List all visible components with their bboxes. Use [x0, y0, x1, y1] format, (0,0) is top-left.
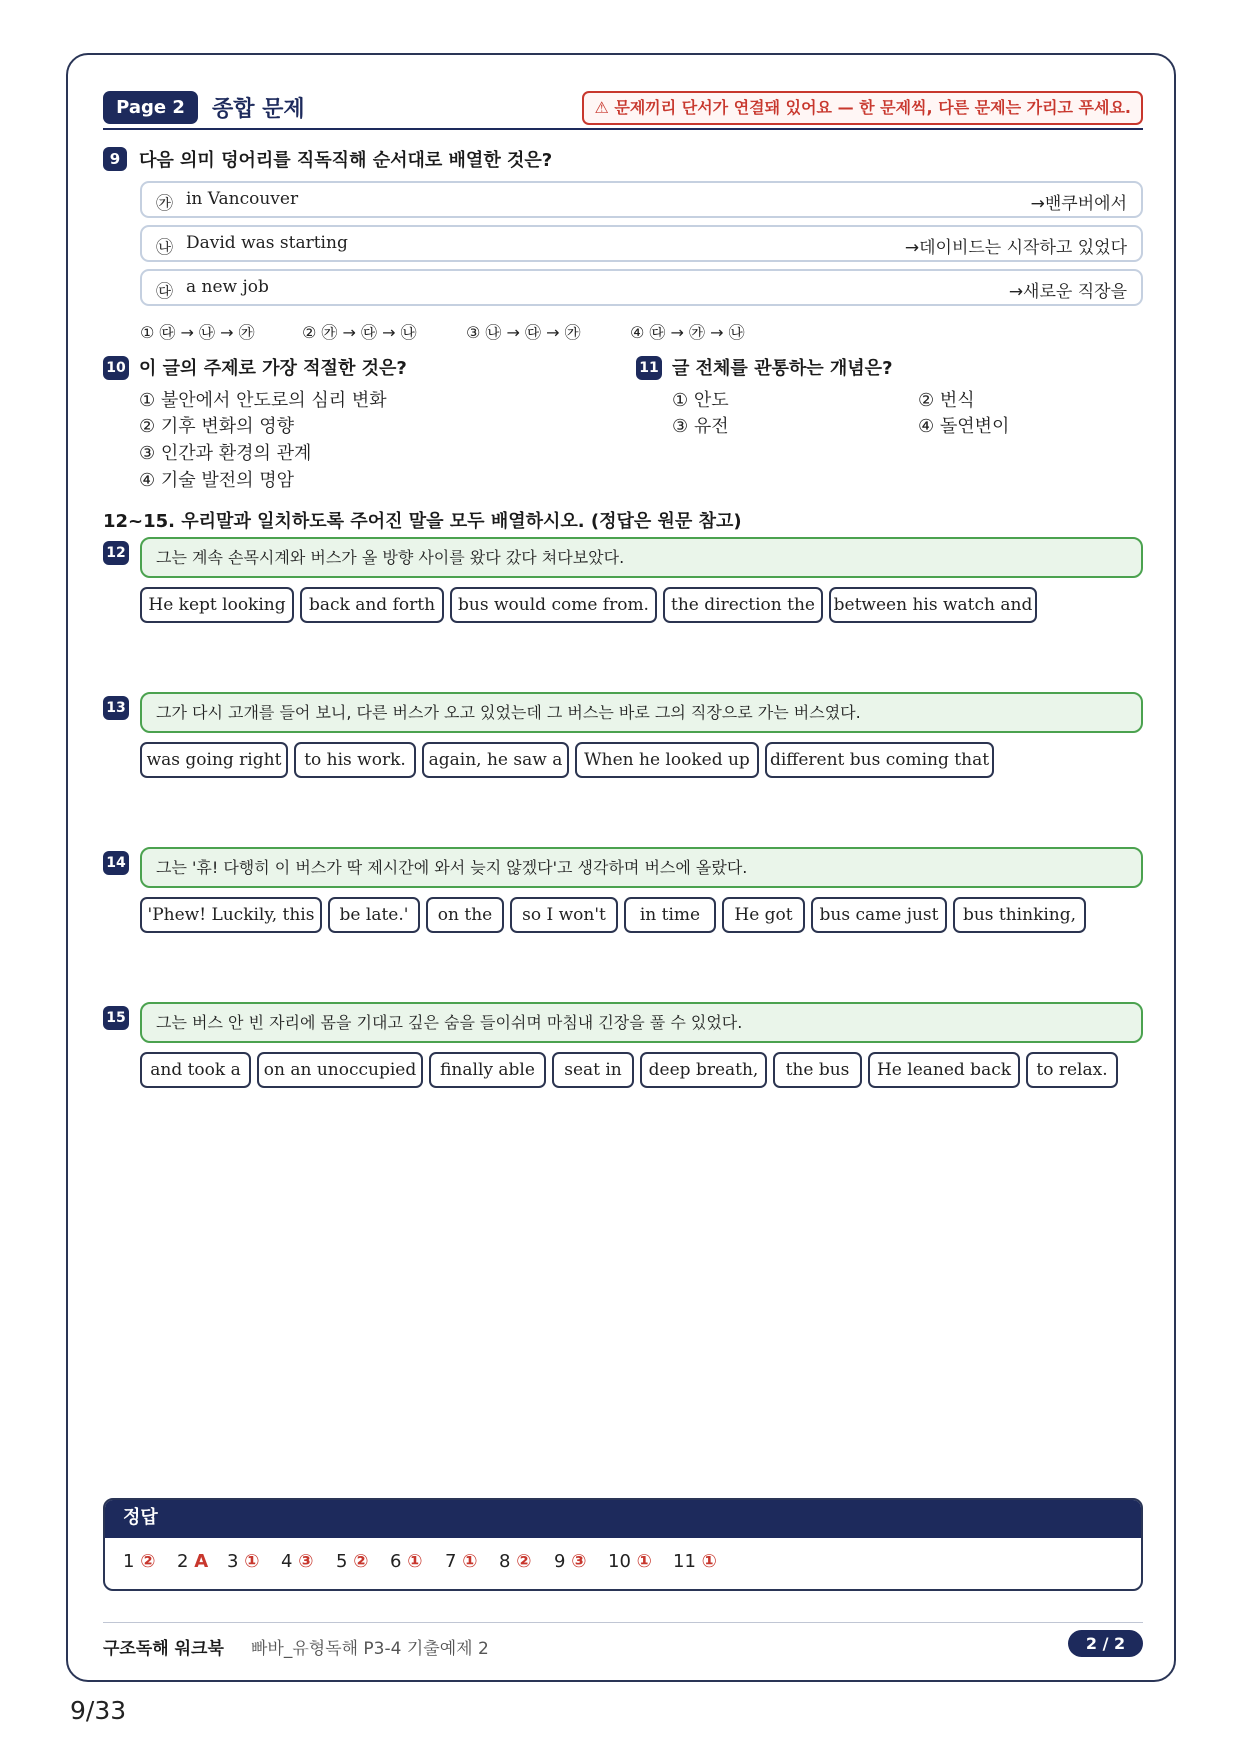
q11-option-3[interactable]: ③ 유전 — [672, 416, 729, 437]
q9-option-2[interactable]: ② ㉮ → ㉰ → ㉯ — [302, 323, 417, 342]
question-number-10: 10 — [103, 356, 129, 380]
word-tile[interactable]: to relax. — [1026, 1052, 1118, 1088]
q10-option-4[interactable]: ④ 기술 발전의 명암 — [139, 470, 295, 491]
korean-sentence-box: 그는 '휴! 다행히 이 버스가 딱 제시간에 와서 늦지 않겠다'고 생각하며 버스에 올랐다. — [140, 847, 1143, 888]
question-number-12: 12 — [103, 541, 129, 565]
chunk-korean: →데이비드는 시작하고 있었다 — [904, 238, 1127, 258]
word-tile[interactable]: in time — [624, 897, 716, 933]
answer-item: 5 ② — [336, 1551, 369, 1572]
answer-item: 9 ③ — [554, 1551, 587, 1572]
chunk-korean: →밴쿠버에서 — [1030, 194, 1127, 214]
korean-sentence-box: 그는 계속 손목시계와 버스가 올 방향 사이를 왔다 갔다 쳐다보았다. — [140, 537, 1143, 578]
q10-option-1[interactable]: ① 불안에서 안도로의 심리 변화 — [139, 390, 387, 411]
question-number-9: 9 — [103, 147, 127, 171]
word-tile[interactable]: be late.' — [328, 897, 420, 933]
answer-item: 8 ② — [499, 1551, 532, 1572]
word-tile[interactable]: so I won't — [510, 897, 618, 933]
word-tile[interactable]: He got — [722, 897, 805, 933]
question-number-13: 13 — [103, 696, 129, 720]
word-tile[interactable]: deep breath, — [640, 1052, 767, 1088]
answer-key-title: 정답 — [105, 1500, 1141, 1538]
word-tile[interactable]: was going right — [140, 742, 288, 778]
answer-item: 3 ① — [227, 1551, 260, 1572]
chunk-box — [140, 181, 1143, 218]
word-tile[interactable]: 'Phew! Luckily, this — [140, 897, 322, 933]
word-tile[interactable]: to his work. — [294, 742, 416, 778]
word-tile[interactable]: He kept looking — [140, 587, 294, 623]
chunk-box — [140, 269, 1143, 306]
footer-page-badge: 2 / 2 — [1068, 1630, 1143, 1657]
word-tile[interactable]: between his watch and — [829, 587, 1037, 623]
question-10-text: 이 글의 주제로 가장 적절한 것은? — [139, 358, 407, 379]
answer-item: 7 ① — [445, 1551, 478, 1572]
word-tile[interactable]: He leaned back — [868, 1052, 1020, 1088]
q11-option-4[interactable]: ④ 돌연변이 — [918, 416, 1010, 437]
arrange-instruction: 12~15. 우리말과 일치하도록 주어진 말을 모두 배열하시오. (정답은 원문 참고) — [103, 511, 742, 532]
word-tile[interactable]: bus thinking, — [953, 897, 1086, 933]
q11-option-1[interactable]: ① 안도 — [672, 390, 729, 411]
chunk-english: David was starting — [186, 233, 348, 253]
answer-item: 1 ② — [123, 1551, 156, 1572]
korean-sentence-box: 그는 버스 안 빈 자리에 몸을 기대고 깊은 숨을 들이쉬며 마침내 긴장을 풀 수 있었다. — [140, 1002, 1143, 1043]
answer-item: 4 ③ — [281, 1551, 314, 1572]
word-tile[interactable]: again, he saw a — [422, 742, 569, 778]
word-tile[interactable]: different bus coming that — [765, 742, 994, 778]
word-tile[interactable]: seat in — [552, 1052, 634, 1088]
q11-option-2[interactable]: ② 번식 — [918, 390, 975, 411]
footer-divider — [103, 1622, 1143, 1623]
korean-sentence-box: 그가 다시 고개를 들어 보니, 다른 버스가 오고 있었는데 그 버스는 바로 그의 직장으로 가는 버스였다. — [140, 692, 1143, 733]
answer-key-row — [105, 1538, 1141, 1591]
q9-option-3[interactable]: ③ ㉯ → ㉰ → ㉮ — [466, 323, 581, 342]
warning-banner: ⚠ 문제끼리 단서가 연결돼 있어요 — 한 문제씩, 다른 문제는 가리고 푸세요. — [582, 91, 1143, 125]
word-tile[interactable]: and took a — [140, 1052, 251, 1088]
word-tile[interactable]: on an unoccupied — [257, 1052, 423, 1088]
question-9-text: 다음 의미 덩어리를 직독직해 순서대로 배열한 것은? — [139, 150, 553, 171]
word-tile[interactable]: the direction the — [663, 587, 823, 623]
answer-key-box — [103, 1498, 1143, 1591]
page-header — [103, 90, 1143, 130]
word-tile[interactable]: back and forth — [300, 587, 444, 623]
word-tile[interactable]: finally able — [429, 1052, 546, 1088]
document-page-counter: 9/33 — [70, 1696, 127, 1725]
footer-subtitle: 빠바_유형독해 P3-4 기출예제 2 — [251, 1639, 489, 1659]
question-number-14: 14 — [103, 851, 129, 875]
answer-item: 10 ① — [608, 1551, 652, 1572]
chunk-english: in Vancouver — [186, 189, 299, 209]
q9-option-1[interactable]: ① ㉰ → ㉯ → ㉮ — [140, 323, 255, 342]
q9-option-4[interactable]: ④ ㉰ → ㉮ → ㉯ — [630, 323, 745, 342]
chunk-mark: ㉰ — [156, 282, 173, 302]
footer-title: 구조독해 워크북 — [103, 1639, 224, 1659]
chunk-korean: →새로운 직장을 — [1008, 282, 1127, 302]
chunk-box — [140, 225, 1143, 262]
q10-option-3[interactable]: ③ 인간과 환경의 관계 — [139, 443, 312, 464]
header-divider — [103, 128, 1143, 130]
word-tile[interactable]: When he looked up — [575, 742, 759, 778]
word-tile[interactable]: bus would come from. — [450, 587, 657, 623]
answer-item: 2 A — [177, 1551, 209, 1572]
section-title: 종합 문제 — [212, 97, 305, 122]
question-11-text: 글 전체를 관통하는 개념은? — [672, 358, 893, 379]
answer-item: 11 ① — [673, 1551, 717, 1572]
question-number-15: 15 — [103, 1006, 129, 1030]
word-tile[interactable]: on the — [426, 897, 504, 933]
chunk-mark: ㉮ — [156, 194, 173, 214]
q10-option-2[interactable]: ② 기후 변화의 영향 — [139, 416, 295, 437]
word-tile[interactable]: bus came just — [811, 897, 947, 933]
chunk-mark: ㉯ — [156, 238, 173, 258]
answer-item: 6 ① — [390, 1551, 423, 1572]
page-badge: Page 2 — [103, 91, 198, 124]
question-number-11: 11 — [636, 356, 662, 380]
chunk-english: a new job — [186, 277, 269, 297]
word-tile[interactable]: the bus — [773, 1052, 862, 1088]
